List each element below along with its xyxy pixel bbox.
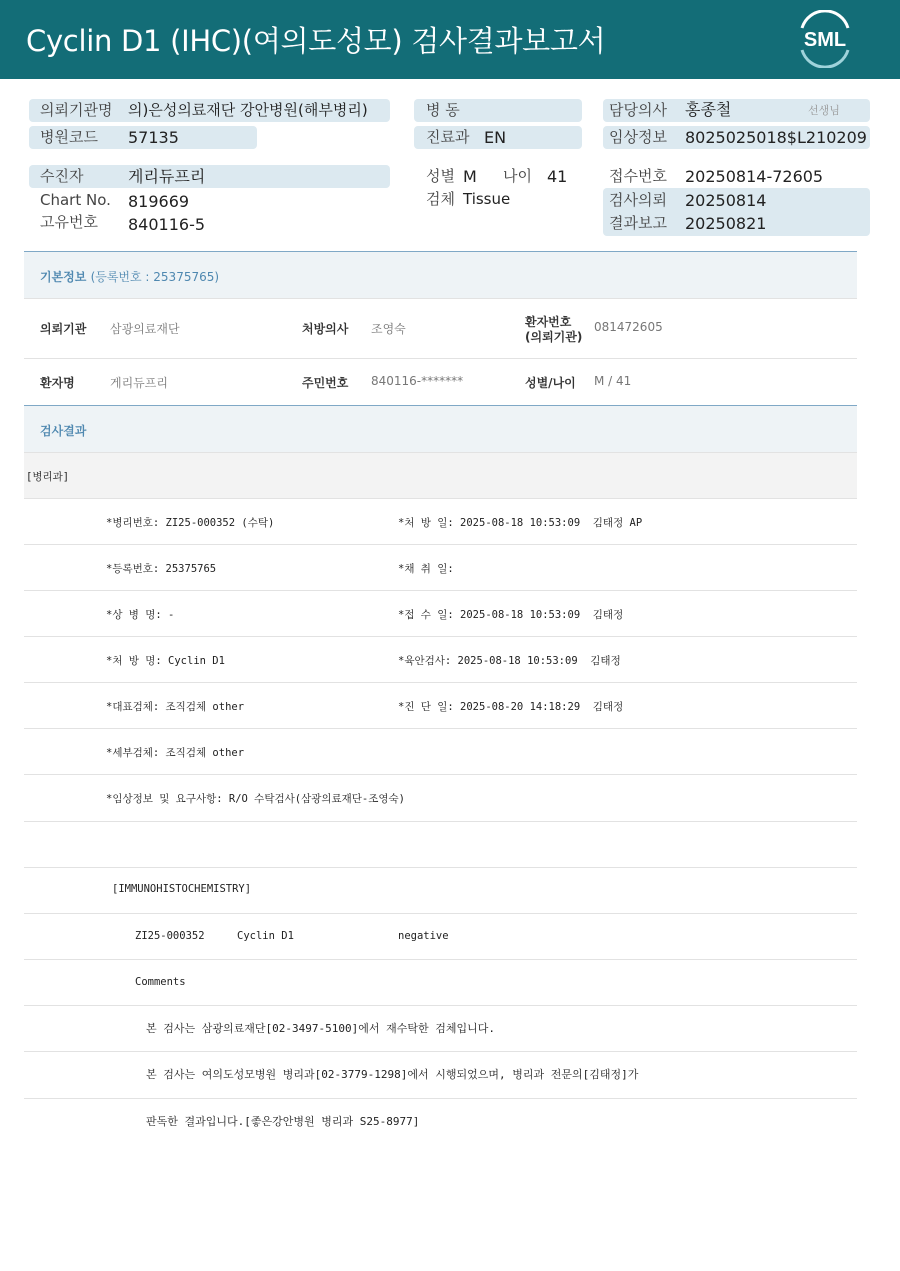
result-line-5 <box>24 683 857 729</box>
test-req-value: 20250814 <box>685 191 767 210</box>
org-value: 삼광의료재단 <box>110 322 180 336</box>
rrn-value: 840116-******* <box>371 374 464 388</box>
ihc-result: negative <box>398 930 449 942</box>
comment-line-2 <box>24 1052 857 1099</box>
name-value: 게리듀프리 <box>110 376 168 390</box>
dept-value: EN <box>484 128 507 147</box>
comment-line-2-text: 본 검사는 여의도성모병원 병리과[02-3779-1298]에서 시행되었으며, 병리과 전문의[김태정]가 <box>146 1068 639 1081</box>
result-line-1-right: *처 방 일: 2025-08-18 10:53:09 김태정 AP <box>398 517 643 529</box>
result-line-3-right: *접 수 일: 2025-08-18 10:53:09 김태정 <box>398 609 624 621</box>
receipt-value: 20250814-72605 <box>685 167 824 186</box>
result-line-7 <box>24 775 857 822</box>
result-line-4 <box>24 637 857 683</box>
clinical-label: 임상정보 <box>609 128 667 146</box>
rrn-label: 주민번호 <box>302 376 349 390</box>
comment-line-1 <box>24 1006 857 1052</box>
basic-info-row-1 <box>24 299 857 359</box>
patient-no-value: 081472605 <box>594 320 663 334</box>
patient-value: 게리듀프리 <box>128 167 206 186</box>
result-line-2-left: *등록번호: 25375765 <box>106 563 217 575</box>
chart-value: 819669 <box>128 192 190 211</box>
req-org-label: 의뢰기관명 <box>40 101 113 119</box>
result-line-3 <box>24 591 857 637</box>
sex-value: M <box>463 167 477 186</box>
results-header <box>24 406 857 453</box>
result-line-2-right: *채 취 일: <box>398 563 454 575</box>
results-title: 검사결과 <box>40 424 87 438</box>
prescriber-value: 조영숙 <box>371 322 406 336</box>
result-line-1-left: *병리번호: ZI25-000352 (수탁) <box>106 517 275 529</box>
result-line-4-right: *육안검사: 2025-08-18 10:53:09 김태정 <box>398 655 621 667</box>
result-report-value: 20250821 <box>685 214 767 233</box>
chart-label: Chart No. <box>40 191 111 209</box>
sexage-value: M / 41 <box>594 374 632 388</box>
name-label: 환자명 <box>40 376 75 390</box>
unique-value: 840116-5 <box>128 215 206 234</box>
sexage-label: 성별/나이 <box>525 376 576 390</box>
prescriber-label: 처방의사 <box>302 322 349 336</box>
sml-logo <box>794 10 856 68</box>
ihc-number: ZI25-000352 <box>135 930 205 942</box>
ihc-header-row <box>24 868 857 914</box>
patient-label: 수진자 <box>40 167 84 185</box>
result-line-5-left: *대표검체: 조직검체 other <box>106 701 245 713</box>
age-value: 41 <box>547 167 568 186</box>
results-category-row <box>24 453 857 499</box>
clinical-value: 8025025018$L210209 <box>685 128 867 147</box>
ward-label: 병 동 <box>426 101 460 119</box>
comment-line-3 <box>24 1099 857 1145</box>
receipt-label: 접수번호 <box>609 167 667 185</box>
result-line-3-left: *상 병 명: - <box>106 609 175 621</box>
specimen-value: Tissue <box>463 190 511 208</box>
basic-info-title: 기본정보 (등록번호 : 25375765) <box>40 270 220 284</box>
specimen-label: 검체 <box>426 190 455 208</box>
result-blank-row <box>24 822 857 868</box>
result-report-label: 결과보고 <box>609 214 667 232</box>
comments-label-row <box>24 960 857 1006</box>
sex-label: 성별 <box>426 167 455 185</box>
result-line-4-left: *처 방 명: Cyclin D1 <box>106 655 225 667</box>
result-line-6-left: *세부검체: 조직검체 other <box>106 747 245 759</box>
doctor-label: 담당의사 <box>609 101 667 119</box>
dept-label: 진료과 <box>426 128 470 146</box>
ihc-marker: Cyclin D1 <box>237 930 294 942</box>
logo-text: SML <box>803 29 847 51</box>
test-req-label: 검사의뢰 <box>609 191 667 209</box>
basic-info-row-2 <box>24 359 857 406</box>
result-line-2 <box>24 545 857 591</box>
ihc-header: [IMMUNOHISTOCHEMISTRY] <box>112 883 252 895</box>
comment-line-3-text: 판독한 결과입니다.[좋은강안병원 병리과 S25-8977] <box>146 1115 420 1128</box>
patient-no-label-2: (의뢰기관) <box>525 330 583 344</box>
hosp-code-label: 병원코드 <box>40 128 98 146</box>
unique-label: 고유번호 <box>40 213 98 231</box>
org-label: 의뢰기관 <box>40 322 87 336</box>
age-label: 나이 <box>503 167 532 185</box>
result-line-5-right: *진 단 일: 2025-08-20 14:18:29 김태정 <box>398 701 624 713</box>
result-line-6 <box>24 729 857 775</box>
ihc-result-row <box>24 914 857 960</box>
report-title: Cyclin D1 (IHC)(여의도성모) 검사결과보고서 <box>26 24 606 58</box>
req-org-value: 의)은성의료재단 강안병원(해부병리) <box>128 101 368 119</box>
hosp-code-value: 57135 <box>128 128 179 147</box>
result-line-1 <box>24 499 857 545</box>
doctor-suffix: 선생님 <box>808 104 840 117</box>
comment-line-1-text: 본 검사는 삼광의료재단[02-3497-5100]에서 재수탁한 검체입니다. <box>146 1022 495 1035</box>
result-line-7-left: *임상정보 및 요구사항: R/O 수탁검사(삼광의료재단-조영숙) <box>106 793 406 805</box>
patient-no-label-1: 환자번호 <box>525 315 572 329</box>
comments-label: Comments <box>135 976 186 988</box>
report-header <box>0 0 900 79</box>
basic-info-header <box>24 251 857 299</box>
doctor-value: 홍종철 <box>685 100 732 119</box>
results-category: [병리과] <box>26 471 70 483</box>
